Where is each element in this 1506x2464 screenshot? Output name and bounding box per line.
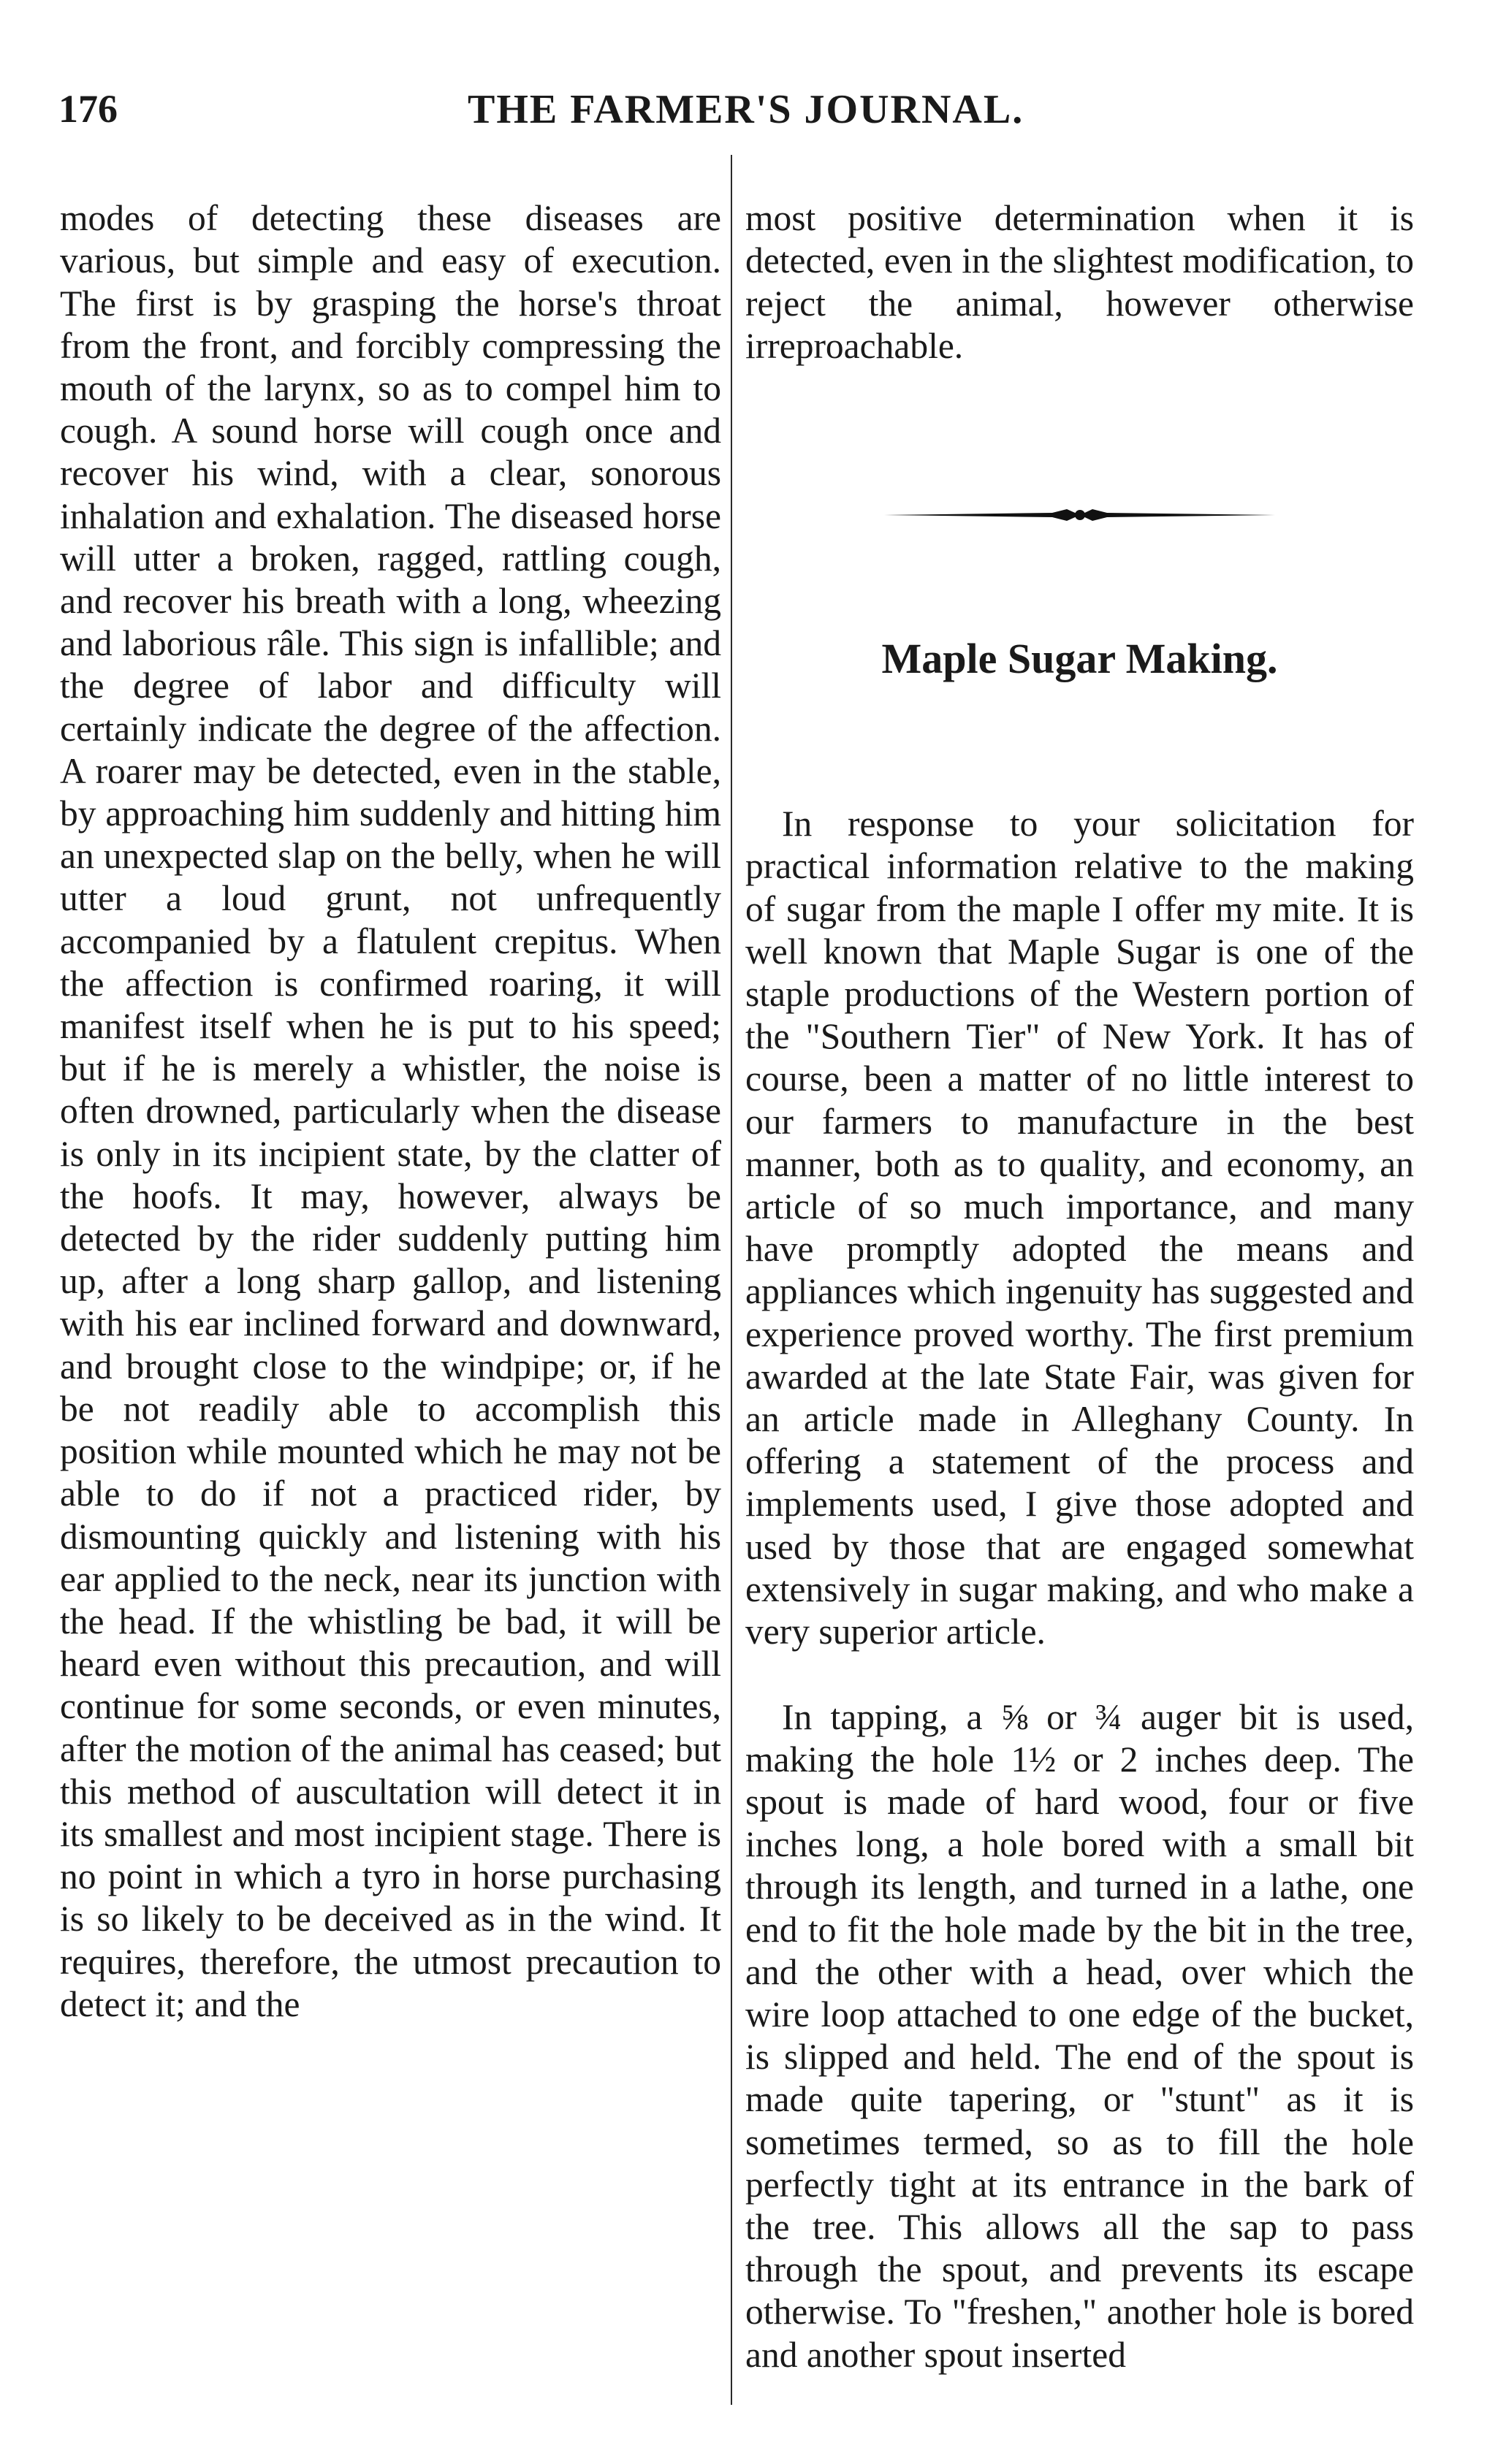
column-divider [731, 155, 732, 2405]
page-header [51, 86, 1410, 145]
right-column [745, 155, 1414, 2419]
page-number: 176 [58, 87, 118, 131]
section-title: Maple Sugar Making. [881, 634, 1278, 682]
ornamental-rule [745, 500, 1414, 530]
running-head: THE FARMER'S JOURNAL. [468, 87, 1024, 132]
paragraph-tapping: In tapping, a ⅝ or ¾ auger bit is used, making the hole 1½ or 2 inches deep. The spout is made of hard wood, four or five inches long, a hole bored with a small bit through its length, and turned in a lathe, one end to fit the hole made by the bit in the tree, and the other with a head, over which the wire loop attached to one edge of the bucket, is slipped and held. The end of the spout is made quite tapering, or "stunt" as it is sometimes termed, so as to fill the hole perfectly tight at its entrance in the bark of the tree. This allows all the sap to pass through the spout, and prevents its escape otherwise. To "freshen," another hole is bored and another spout inserted [745, 1696, 1414, 2375]
continuation-text: most positive determination when it is detected, even in the slightest modification, to reject the animal, however otherwise irreproachable. [745, 198, 1414, 366]
paragraph-maple-intro: In response to your solicitation for practical information relative to the making of sugar from the maple I offer my mite. It is well known that Maple Sugar is one of the staple productions of the Western portion of the "Southern Tier" of New York. It has of course, been a matter of no little interest to our farmers to manufacture in the best manner, both as to quality, and economy, an article of so much importance, and many have promptly adopted the means and appliances which ingenuity has suggested and experience proved worthy. The first premium awarded at the late State Fair, was given for an article made in Alleghany County. In offering a statement of the process and implements used, I give those adopted and used by those that are engaged somewhat extensively in sugar making, and who make a very superior article. [745, 804, 1414, 1652]
left-column [60, 155, 721, 2068]
left-column-text: modes of detecting these diseases are various, but simple and easy of execution. The first is by grasping the horse's throat from the front, and forcibly compressing the mouth of the larynx, so as to compel him to cough. A sound horse will cough once and recover his wind, with a clear, sonorous inhalation and exhalation. The diseased horse will utter a broken, ragged, rattling cough, and recover his breath with a long, wheezing and laborious râle. This sign is infallible; and the degree of labor and difficulty will certainly indicate the degree of the affection. A roarer may be detected, even in the stable, by approaching him suddenly and hitting him an unexpected slap on the belly, when he will utter a loud grunt, not unfrequently accompanied by a flatulent crepitus. When the affection is confirmed roaring, it will manifest itself when he is put to his speed; but if he is merely a whistler, the noise is often drowned, particularly when the disease is only in its incipient state, by the clatter of the hoofs. It may, however, always be detected by the rider suddenly putting him up, after a long sharp gallop, and listening with his ear inclined forward and downward, and brought close to the windpipe; or, if he be not readily able to accomplish this position while mounted which he may not be able to do if not a practiced rider, by dismounting quickly and listening with his ear applied to the neck, near its junction with the head. If the whistling be bad, it will be heard even without this precaution, and will continue for some seconds, or even minutes, after the motion of the animal has ceased; but this method of auscultation will detect it in its smallest and most incipient stage. There is no point in which a tyro in horse purchasing is so likely to be deceived as in the wind. It requires, therefore, the utmost precaution to detect it; and the [60, 198, 721, 2024]
